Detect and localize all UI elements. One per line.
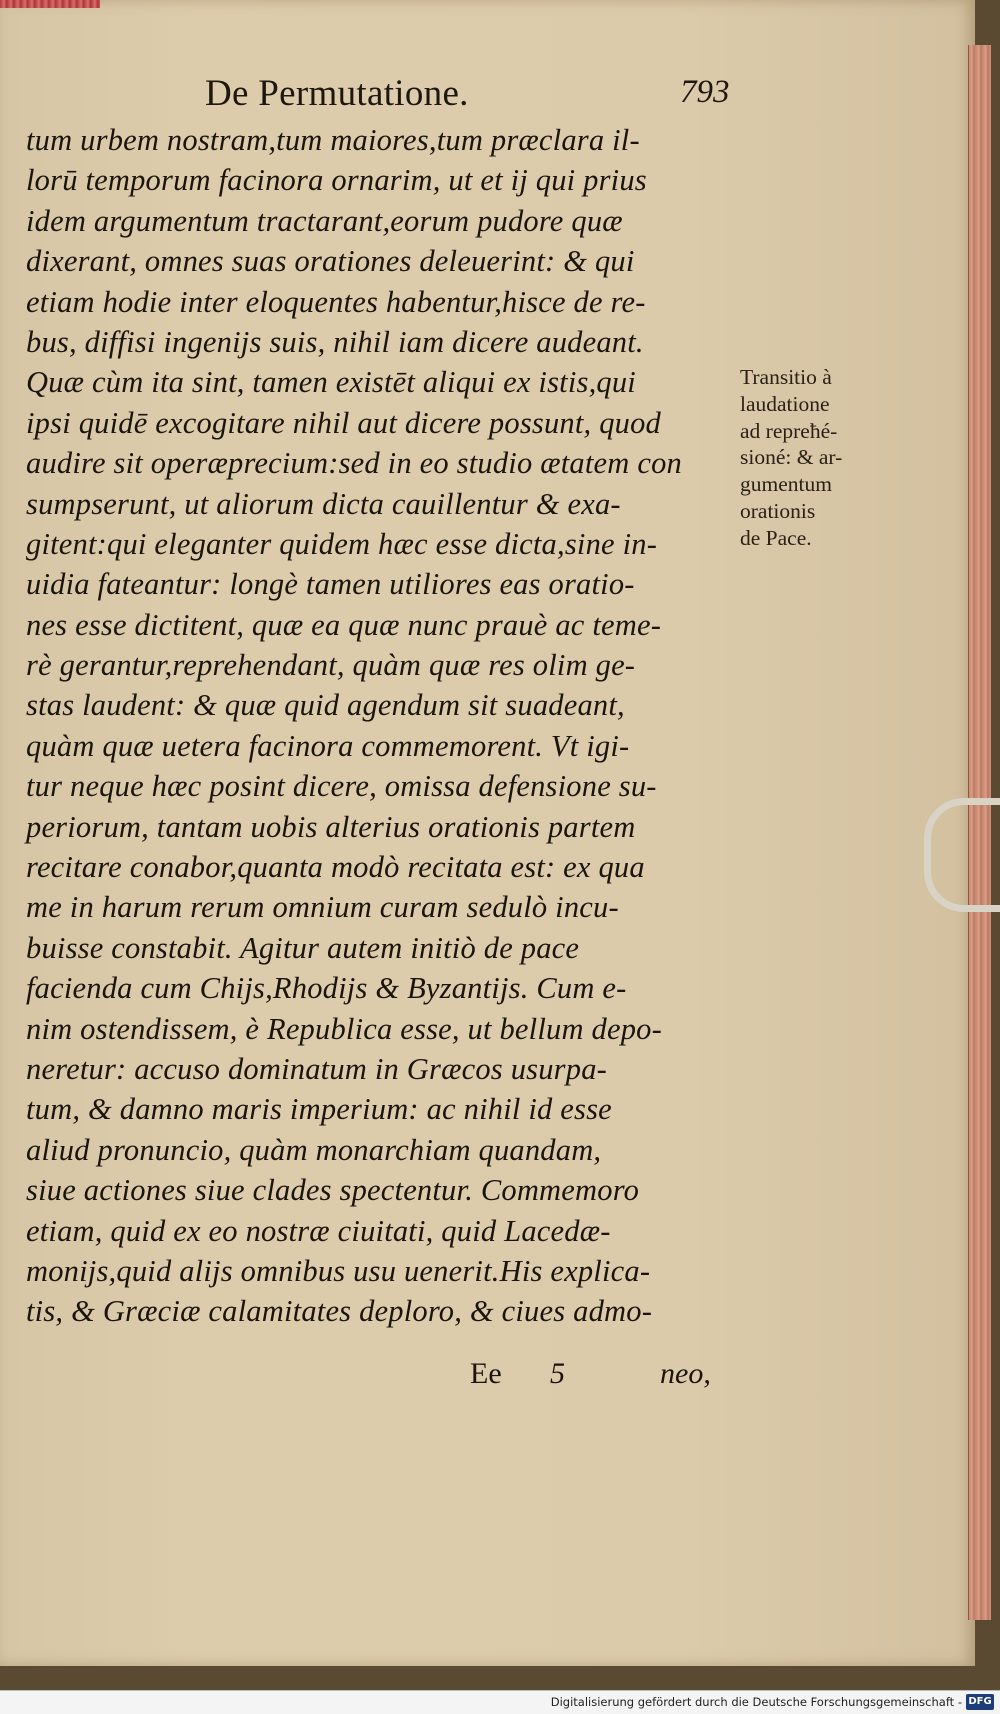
text-line: me in harum rerum omnium curam sedulò incu- [26,890,619,925]
text-line: sumpserunt, ut aliorum dicta cauillentur & exa- [26,486,621,521]
marginal-line: gumentum [740,472,832,497]
text-line: gitent:qui eleganter quidem hæc esse dicta,sine in- [26,526,658,561]
text-line: siue actiones siue clades spectentur. Commemoro [26,1173,640,1208]
text-line: lorū temporum facinora ornarim, ut et ij qui prius [26,163,647,198]
text-line: ipsi quidē excogitare nihil aut dicere possunt, quod [26,405,661,440]
footer-credit: Digitalisierung gefördert durch die Deutsche Forschungsgemeinschaft - [550,1695,962,1709]
text-line: stas laudent: & quæ quid agendum sit suadeant, [26,688,625,723]
marginal-line: orationis [740,498,816,523]
marginal-line: de Pace. [740,525,812,550]
marginal-line: sioné: & ar- [740,445,843,470]
text-line: neretur: accuso dominatum in Græcos usurpa- [26,1051,607,1086]
text-line: periorum, tantam uobis alterius orationis partem [26,809,636,844]
dfg-logo: DFG [966,1694,994,1710]
running-title: De Permutatione. [205,73,469,114]
text-line: monijs,quid alijs omnibus usu uenerit.His explica- [26,1253,651,1288]
folio-number: 793 [680,74,730,110]
signature-mark: Ee [470,1357,502,1390]
text-line: tum, & damno maris imperium: ac nihil id esse [26,1092,612,1127]
text-line: tum urbem nostram,tum maiores,tum præclara il- [26,123,640,157]
marginal-line: ad repreħé- [740,418,838,443]
body-text [26,120,736,1332]
text-line: tis, & Græciæ calamitates deploro, & ciues admo- [26,1294,653,1329]
top-edge-red [0,0,100,8]
text-line: rè gerantur,reprehendant, quàm quæ res olim ge- [26,648,636,683]
signature-number: 5 [550,1357,565,1390]
text-line: uidia fateantur: longè tamen utiliores eas oratio- [26,567,635,602]
text-line: idem argumentum tractarant,eorum pudore quæ [26,203,623,238]
text-line: nim ostendissem, è Republica esse, ut bellum depo- [26,1011,662,1046]
marginal-line: laudatione [740,391,830,416]
text-line: Quæ cùm ita sint, tamen existēt aliqui ex istis,qui [26,365,636,400]
marginal-note [740,364,890,552]
text-line: facienda cum Chijs,Rhodijs & Byzantijs. Cum e- [26,971,627,1006]
page-header [0,72,975,122]
catchword: neo, [660,1357,711,1390]
text-line: audire sit operæprecium:sed in eo studio ætatem con [26,446,682,481]
text-line: etiam hodie inter eloquentes habentur,hisce de re- [26,284,646,319]
text-line: nes esse dictitent, quæ ea quæ nunc prauè ac teme- [26,607,662,642]
marginal-line: Transitio à [740,365,832,389]
text-line: recitare conabor,quanta modò recitata est: ex qua [26,850,645,885]
book-clasp [924,798,1000,912]
text-line: etiam, quid ex eo nostræ ciuitati, quid Lacedæ- [26,1213,611,1248]
text-line: bus, diffisi ingenijs suis, nihil iam dicere audeant. [26,324,644,359]
text-line: quàm quæ uetera facinora commemorent. Vt igi- [26,728,630,763]
digitization-footer [0,1690,1000,1714]
text-line: aliud pronuncio, quàm monarchiam quandam, [26,1132,602,1167]
text-line: tur neque hæc posint dicere, omissa defensione su- [26,769,657,804]
text-line: buisse constabit. Agitur autem initiò de pace [26,930,580,965]
text-line: dixerant, omnes suas orationes deleuerint: & qui [26,244,635,279]
